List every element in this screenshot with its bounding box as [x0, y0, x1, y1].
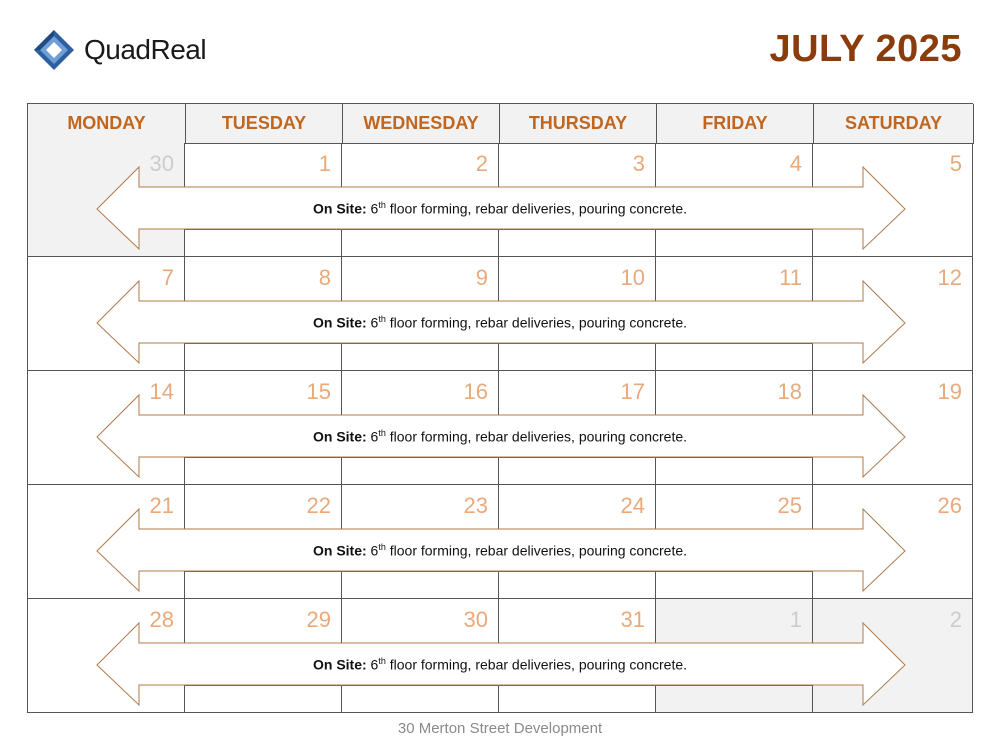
date-number: 24 [620, 493, 645, 518]
footer-project-name: 30 Merton Street Development [397, 720, 603, 737]
event-ordinal-suffix: th [378, 200, 386, 210]
date-number: 9 [475, 265, 488, 290]
month-title: JULY 2025 [769, 28, 962, 70]
date-number: 14 [149, 379, 174, 404]
weekday-header-saturday: SATURDAY [814, 104, 974, 144]
event-floor-number: 6 [370, 314, 379, 331]
event-floor-number: 6 [370, 542, 379, 559]
event-description: floor forming, rebar deliveries, pouring concrete. [385, 428, 688, 445]
week-row [27, 371, 973, 485]
date-number: 29 [306, 607, 331, 632]
date-number: 12 [937, 265, 962, 290]
date-number: 5 [949, 151, 962, 176]
event-ordinal-suffix: th [378, 314, 386, 324]
weekday-header-friday: FRIDAY [657, 104, 814, 144]
date-number: 18 [777, 379, 802, 404]
date-number: 1 [789, 607, 802, 632]
weekday-header-tuesday: TUESDAY [186, 104, 343, 144]
event-ordinal-suffix: th [378, 656, 386, 666]
date-number: 3 [632, 151, 645, 176]
event-text [27, 428, 973, 445]
date-number: 11 [779, 265, 802, 290]
diamond-logo-icon [32, 28, 76, 72]
event-floor-number: 6 [370, 200, 379, 217]
date-number: 28 [149, 607, 174, 632]
date-number: 30 [149, 151, 174, 176]
event-text [27, 314, 973, 331]
event-description: floor forming, rebar deliveries, pouring concrete. [385, 200, 688, 217]
weekday-header-thursday: THURSDAY [500, 104, 657, 144]
event-ordinal-suffix: th [378, 542, 386, 552]
date-number: 25 [777, 493, 802, 518]
week-row [27, 485, 973, 599]
date-number: 19 [937, 379, 962, 404]
week-row [27, 143, 973, 257]
date-number: 17 [620, 379, 645, 404]
date-number: 1 [318, 151, 331, 176]
event-label: On Site: [312, 428, 367, 445]
calendar-grid [27, 103, 973, 714]
weekday-header-wednesday: WEDNESDAY [343, 104, 500, 144]
date-number: 23 [463, 493, 488, 518]
date-number: 21 [149, 493, 174, 518]
event-description: floor forming, rebar deliveries, pouring concrete. [385, 656, 688, 673]
date-number: 8 [318, 265, 331, 290]
date-number: 2 [949, 607, 962, 632]
brand-name: QuadReal [84, 34, 207, 65]
date-number: 30 [463, 607, 488, 632]
event-floor-number: 6 [370, 428, 379, 445]
date-number: 2 [475, 151, 488, 176]
event-text [27, 542, 973, 559]
event-label: On Site: [312, 200, 367, 217]
event-label: On Site: [312, 542, 367, 559]
date-number: 15 [306, 379, 331, 404]
event-floor-number: 6 [370, 656, 379, 673]
event-label: On Site: [312, 656, 367, 673]
event-text [27, 656, 973, 673]
date-number: 26 [937, 493, 962, 518]
event-description: floor forming, rebar deliveries, pouring concrete. [385, 542, 688, 559]
week-row [27, 257, 973, 371]
date-number: 16 [463, 379, 488, 404]
weekday-header-monday: MONDAY [28, 104, 186, 144]
date-number: 31 [620, 607, 645, 632]
event-description: floor forming, rebar deliveries, pouring concrete. [385, 314, 688, 331]
date-number: 7 [161, 265, 174, 290]
date-number: 10 [620, 265, 645, 290]
date-number: 4 [789, 151, 802, 176]
brand-logo [32, 26, 206, 74]
weekday-header-row [27, 103, 973, 144]
event-label: On Site: [312, 314, 367, 331]
event-text [27, 200, 973, 217]
event-ordinal-suffix: th [378, 428, 386, 438]
week-row [27, 599, 973, 713]
date-number: 22 [306, 493, 331, 518]
